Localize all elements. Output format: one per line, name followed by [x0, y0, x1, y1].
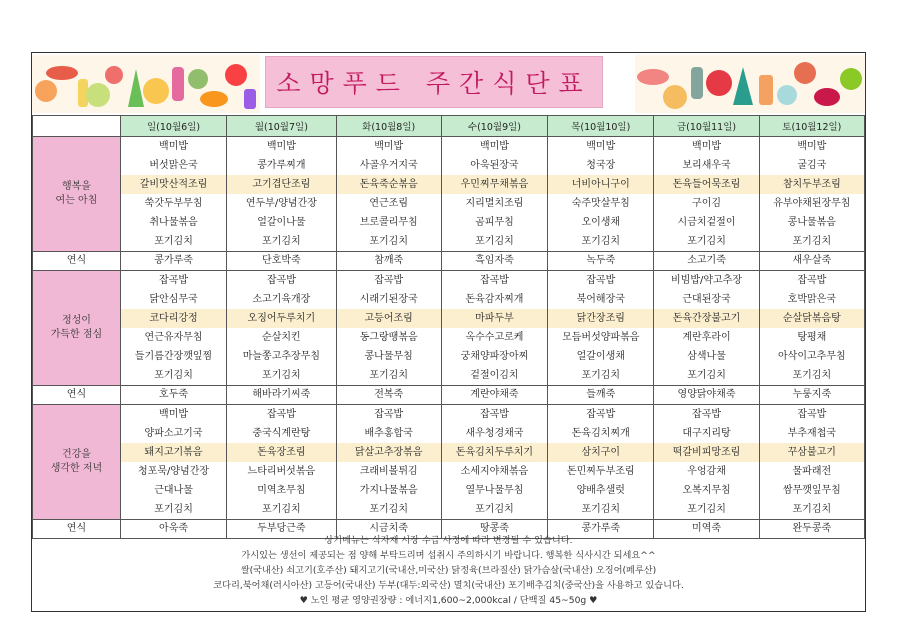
- snack-cell: 누룽지죽: [759, 386, 864, 405]
- menu-item: 숙주맛살무침: [571, 198, 630, 209]
- menu-item: 부추재첩국: [787, 428, 836, 439]
- menu-item: 탕평채: [797, 332, 827, 343]
- header-banner: [32, 53, 865, 116]
- day-header-row: [33, 116, 865, 137]
- menu-item: 취나물볶음: [149, 217, 198, 228]
- menu-item: 갈비맛산적조림: [121, 175, 226, 194]
- menu-item: 잡곡밥: [374, 275, 404, 286]
- menu-item: 계란후라이: [682, 332, 731, 343]
- snack-cell: 계란야채죽: [441, 386, 547, 405]
- menu-item: 호박맑은국: [787, 294, 836, 305]
- menu-item: 청국장: [586, 160, 616, 171]
- menu-item: 포기김치: [154, 236, 193, 247]
- meal-label: [33, 137, 121, 252]
- menu-item: 백미밥: [479, 141, 509, 152]
- menu-item: 궁채양파장아찌: [460, 351, 529, 362]
- menu-item: 닭간장조림: [548, 309, 653, 328]
- menu-item: 닭살고추장볶음: [337, 443, 441, 462]
- menu-item: 소고기육개장: [252, 294, 311, 305]
- menu-cell: [759, 271, 864, 386]
- menu-cell: [336, 405, 441, 520]
- menu-item: 포기김치: [154, 504, 193, 515]
- note-line: 가시있는 생선이 제공되는 점 양해 부탁드리며 섭취시 주의하시기 바랍니다. 행복한 식사시간 되세요^^: [241, 550, 656, 561]
- day-header: 목(10월10일): [548, 116, 654, 137]
- menu-item: 포기김치: [262, 236, 301, 247]
- menu-item: 들기름간장깻잎찜: [134, 351, 213, 362]
- menu-item: 북어해장국: [576, 294, 625, 305]
- meal-label-line: 건강을: [61, 449, 91, 460]
- menu-item: 백미밥: [374, 141, 404, 152]
- menu-item: 포기김치: [687, 370, 726, 381]
- menu-item: 백미밥: [586, 141, 616, 152]
- menu-item: 잡곡밥: [692, 409, 722, 420]
- menu-item: 잡곡밥: [266, 409, 296, 420]
- menu-item: 연근유자무침: [144, 332, 203, 343]
- meal-label-line: 생각한 저녁: [50, 463, 103, 474]
- note-line: 코다리,북어채(러시아산) 고등어(국내산) 두부(대두:외국산) 멸치(국내산) 포기배추김치(중국산)을 사용하고 있습니다.: [213, 580, 684, 591]
- menu-item: 포기김치: [792, 504, 832, 515]
- snack-cell: 땅콩죽: [441, 520, 547, 539]
- menu-item: 포기김치: [262, 370, 301, 381]
- menu-item: 돼지고기볶음: [121, 443, 226, 462]
- meal-label-line: 정성이: [61, 315, 91, 326]
- menu-item: 청포묵/양념간장: [138, 466, 210, 477]
- menu-item: 미역초무침: [257, 485, 306, 496]
- day-header: 월(10월7일): [227, 116, 336, 137]
- snack-label: 연식: [33, 252, 121, 271]
- menu-item: 포기김치: [581, 236, 621, 247]
- menu-item: 소세지야채볶음: [460, 466, 529, 477]
- menu-item: 잡곡밥: [797, 409, 827, 420]
- menu-item: 얼갈이나물: [257, 217, 306, 228]
- snack-cell: 단호박죽: [227, 252, 336, 271]
- snack-cell: 녹두죽: [548, 252, 654, 271]
- menu-item: 잡곡밥: [797, 275, 827, 286]
- menu-item: 모듬버섯양파볶음: [562, 332, 640, 343]
- day-header: 일(10월6일): [120, 116, 226, 137]
- menu-cell: [654, 137, 759, 252]
- menu-item: 코다리강정: [121, 309, 226, 328]
- menu-cell: [120, 137, 226, 252]
- menu-item: 콩가루찌개: [257, 160, 306, 171]
- snack-cell: 흑임자죽: [441, 252, 547, 271]
- snack-cell: 전복죽: [336, 386, 441, 405]
- day-header: 화(10월8일): [336, 116, 441, 137]
- menu-item: 연두부/양념간장: [245, 198, 317, 209]
- menu-item: 가지나물볶음: [359, 485, 418, 496]
- menu-item: 유부야채된장무침: [773, 198, 851, 209]
- menu-item: 잡곡밥: [586, 409, 616, 420]
- menu-sheet: [31, 52, 866, 612]
- menu-item: 브로콜리무침: [359, 217, 418, 228]
- menu-item: 사골우거지국: [359, 160, 418, 171]
- menu-item: 열무나물무침: [465, 485, 524, 496]
- menu-item: 마파두부: [442, 309, 547, 328]
- menu-item: 느타리버섯볶음: [247, 466, 316, 477]
- menu-item: 대구지리탕: [682, 428, 731, 439]
- meal-label: [33, 271, 121, 386]
- menu-item: 너비아니구이: [548, 175, 653, 194]
- menu-cell: [336, 271, 441, 386]
- menu-item: 시래기된장국: [359, 294, 418, 305]
- menu-item: 크래비볼튀김: [359, 466, 418, 477]
- menu-item: 백미밥: [692, 141, 722, 152]
- menu-cell: [654, 405, 759, 520]
- menu-item: 백미밥: [266, 141, 296, 152]
- menu-item: 겉절이김치: [470, 370, 519, 381]
- menu-item: 백미밥: [159, 141, 189, 152]
- menu-item: 옥수수고로케: [465, 332, 524, 343]
- menu-item: 포기김치: [687, 236, 726, 247]
- menu-item: 양파소고기국: [144, 428, 203, 439]
- menu-item: 포기김치: [581, 504, 621, 515]
- menu-item: 쑥갓두부무침: [144, 198, 203, 209]
- menu-item: 시금치겉절이: [677, 217, 736, 228]
- snack-label: 연식: [33, 520, 121, 539]
- menu-item: 백미밥: [159, 409, 189, 420]
- note-line: 쌀(국내산) 쇠고기(호주산) 돼지고기(국내산,미국산) 닭정육(브라질산) 닭가슴살(국내산) 오징어(페루산): [240, 565, 657, 576]
- meal-row: [33, 271, 865, 386]
- menu-item: 순살치킨: [262, 332, 301, 343]
- menu-item: 포기김치: [792, 236, 832, 247]
- menu-item: 잡곡밥: [479, 409, 509, 420]
- menu-cell: [654, 271, 759, 386]
- menu-item: 순살닭볶음탕: [760, 309, 864, 328]
- menu-item: 연근조림: [369, 198, 408, 209]
- menu-item: 오복지무침: [682, 485, 731, 496]
- menu-item: 양배추샐럿: [576, 485, 625, 496]
- snack-cell: 들깨죽: [548, 386, 654, 405]
- snack-cell: 콩가루죽: [120, 252, 226, 271]
- snack-row: [33, 386, 865, 405]
- menu-item: 돈육감자찌개: [465, 294, 524, 305]
- menu-item: 새우청경채국: [465, 428, 524, 439]
- day-header: 토(10월12일): [759, 116, 864, 137]
- menu-item: 포기김치: [154, 370, 193, 381]
- menu-item: 돈민찌두부조림: [566, 466, 635, 477]
- menu-cell: [227, 137, 336, 252]
- menu-cell: [548, 137, 654, 252]
- snack-cell: 참깨죽: [336, 252, 441, 271]
- menu-cell: [227, 271, 336, 386]
- menu-item: 오징어두루치기: [227, 309, 335, 328]
- menu-item: 우민찌무채볶음: [442, 175, 547, 194]
- snack-cell: 시금치죽: [336, 520, 441, 539]
- menu-cell: [120, 405, 226, 520]
- snack-cell: 새우살죽: [759, 252, 864, 271]
- page-title: 소망푸드 주간식단표: [276, 69, 592, 98]
- meal-row: [33, 405, 865, 520]
- menu-cell: [336, 137, 441, 252]
- menu-item: 비빔밥/약고추장: [671, 275, 743, 286]
- menu-item: 백미밥: [797, 141, 827, 152]
- menu-item: 돈육장조림: [227, 443, 335, 462]
- menu-item: 돈육죽순볶음: [337, 175, 441, 194]
- menu-item: 포기김치: [687, 504, 726, 515]
- meal-label-line: 여는 아침: [55, 195, 98, 206]
- menu-item: 잡곡밥: [586, 275, 616, 286]
- meal-row: [33, 137, 865, 252]
- menu-cell: [759, 405, 864, 520]
- menu-item: 아욱된장국: [470, 160, 519, 171]
- menu-item: 마늘쫑고추장무침: [242, 351, 320, 362]
- menu-item: 물파래전: [792, 466, 832, 477]
- menu-item: 떡갈비피망조림: [654, 443, 758, 462]
- day-header: 수(10월9일): [441, 116, 547, 137]
- menu-cell: [441, 271, 547, 386]
- menu-item: 지리멸치조림: [465, 198, 524, 209]
- snack-cell: 두부당근죽: [227, 520, 336, 539]
- menu-cell: [227, 405, 336, 520]
- menu-item: 동그랑땡볶음: [359, 332, 418, 343]
- menu-item: 곰피무침: [475, 217, 514, 228]
- menu-item: 잡곡밥: [159, 275, 189, 286]
- menu-cell: [441, 137, 547, 252]
- menu-item: 오이생채: [581, 217, 621, 228]
- weekly-menu-table: [32, 115, 865, 539]
- menu-item: 삼치구이: [548, 443, 653, 462]
- title-box: [265, 56, 603, 108]
- food-illustration-left: [32, 55, 260, 113]
- snack-cell: 아욱죽: [120, 520, 226, 539]
- menu-item: 버섯맑은국: [149, 160, 198, 171]
- menu-item: 근대나물: [154, 485, 193, 496]
- menu-item: 포기김치: [262, 504, 301, 515]
- snack-cell: 호두죽: [120, 386, 226, 405]
- meal-label-line: 행복을: [61, 181, 91, 192]
- snack-cell: 완두콩죽: [759, 520, 864, 539]
- snack-cell: 콩가루죽: [548, 520, 654, 539]
- menu-item: 포기김치: [581, 370, 621, 381]
- menu-item: 얼갈이생채: [576, 351, 625, 362]
- menu-item: 잡곡밥: [374, 409, 404, 420]
- menu-item: 구이김: [692, 198, 722, 209]
- menu-cell: [441, 405, 547, 520]
- menu-item: 아삭이고추무침: [778, 351, 846, 362]
- meal-label: [33, 405, 121, 520]
- menu-item: 돈육들어묵조림: [654, 175, 758, 194]
- menu-item: 포기김치: [475, 236, 514, 247]
- menu-item: 포기김치: [475, 504, 514, 515]
- menu-item: 우엉감채: [687, 466, 726, 477]
- menu-item: 참치두부조림: [760, 175, 864, 194]
- menu-item: 잡곡밥: [266, 275, 296, 286]
- menu-item: 포기김치: [792, 370, 832, 381]
- menu-item: 삼색나물: [687, 351, 726, 362]
- menu-item: 돈육김치두루치기: [442, 443, 547, 462]
- note-line: 상기메뉴는 식자재 시장 수급 사정에 따라 변경될 수 있습니다.: [324, 535, 573, 546]
- menu-item: 돈육김치찌개: [571, 428, 630, 439]
- menu-item: 중국식계란탕: [252, 428, 311, 439]
- notes-section: [32, 527, 865, 611]
- menu-item: 굴김국: [797, 160, 827, 171]
- menu-cell: [548, 405, 654, 520]
- menu-item: 콩나물무침: [364, 351, 413, 362]
- menu-item: 잡곡밥: [479, 275, 509, 286]
- day-header: 금(10월11일): [654, 116, 759, 137]
- menu-item: 포기김치: [369, 236, 408, 247]
- menu-item: 콩나물볶음: [787, 217, 836, 228]
- menu-item: 고등어조림: [337, 309, 441, 328]
- menu-item: 배추홍합국: [364, 428, 413, 439]
- menu-cell: [548, 271, 654, 386]
- menu-item: 포기김치: [369, 370, 408, 381]
- menu-item: 돈육간장불고기: [654, 309, 758, 328]
- snack-cell: 해바라기씨죽: [227, 386, 336, 405]
- snack-label: 연식: [33, 386, 121, 405]
- snack-cell: 영양닭야채죽: [654, 386, 759, 405]
- note-line: ♥ 노인 평균 영양권장량 : 에너지1,600~2,000kcal / 단백질 45~50g ♥: [299, 595, 598, 606]
- menu-cell: [120, 271, 226, 386]
- menu-item: 꾸삼불고기: [760, 443, 864, 462]
- menu-item: 닭안심무국: [149, 294, 198, 305]
- menu-item: 보리새우국: [682, 160, 731, 171]
- snack-row: [33, 252, 865, 271]
- snack-cell: 미역죽: [654, 520, 759, 539]
- menu-cell: [759, 137, 864, 252]
- menu-item: 고기겹단조림: [227, 175, 335, 194]
- menu-item: 쌈무깻잎무침: [782, 485, 841, 496]
- corner-cell: [33, 116, 121, 137]
- meal-label-line: 가득한 점심: [50, 329, 103, 340]
- menu-item: 근대된장국: [682, 294, 731, 305]
- food-illustration-right: [635, 55, 865, 113]
- snack-cell: 소고기죽: [654, 252, 759, 271]
- menu-item: 포기김치: [369, 504, 408, 515]
